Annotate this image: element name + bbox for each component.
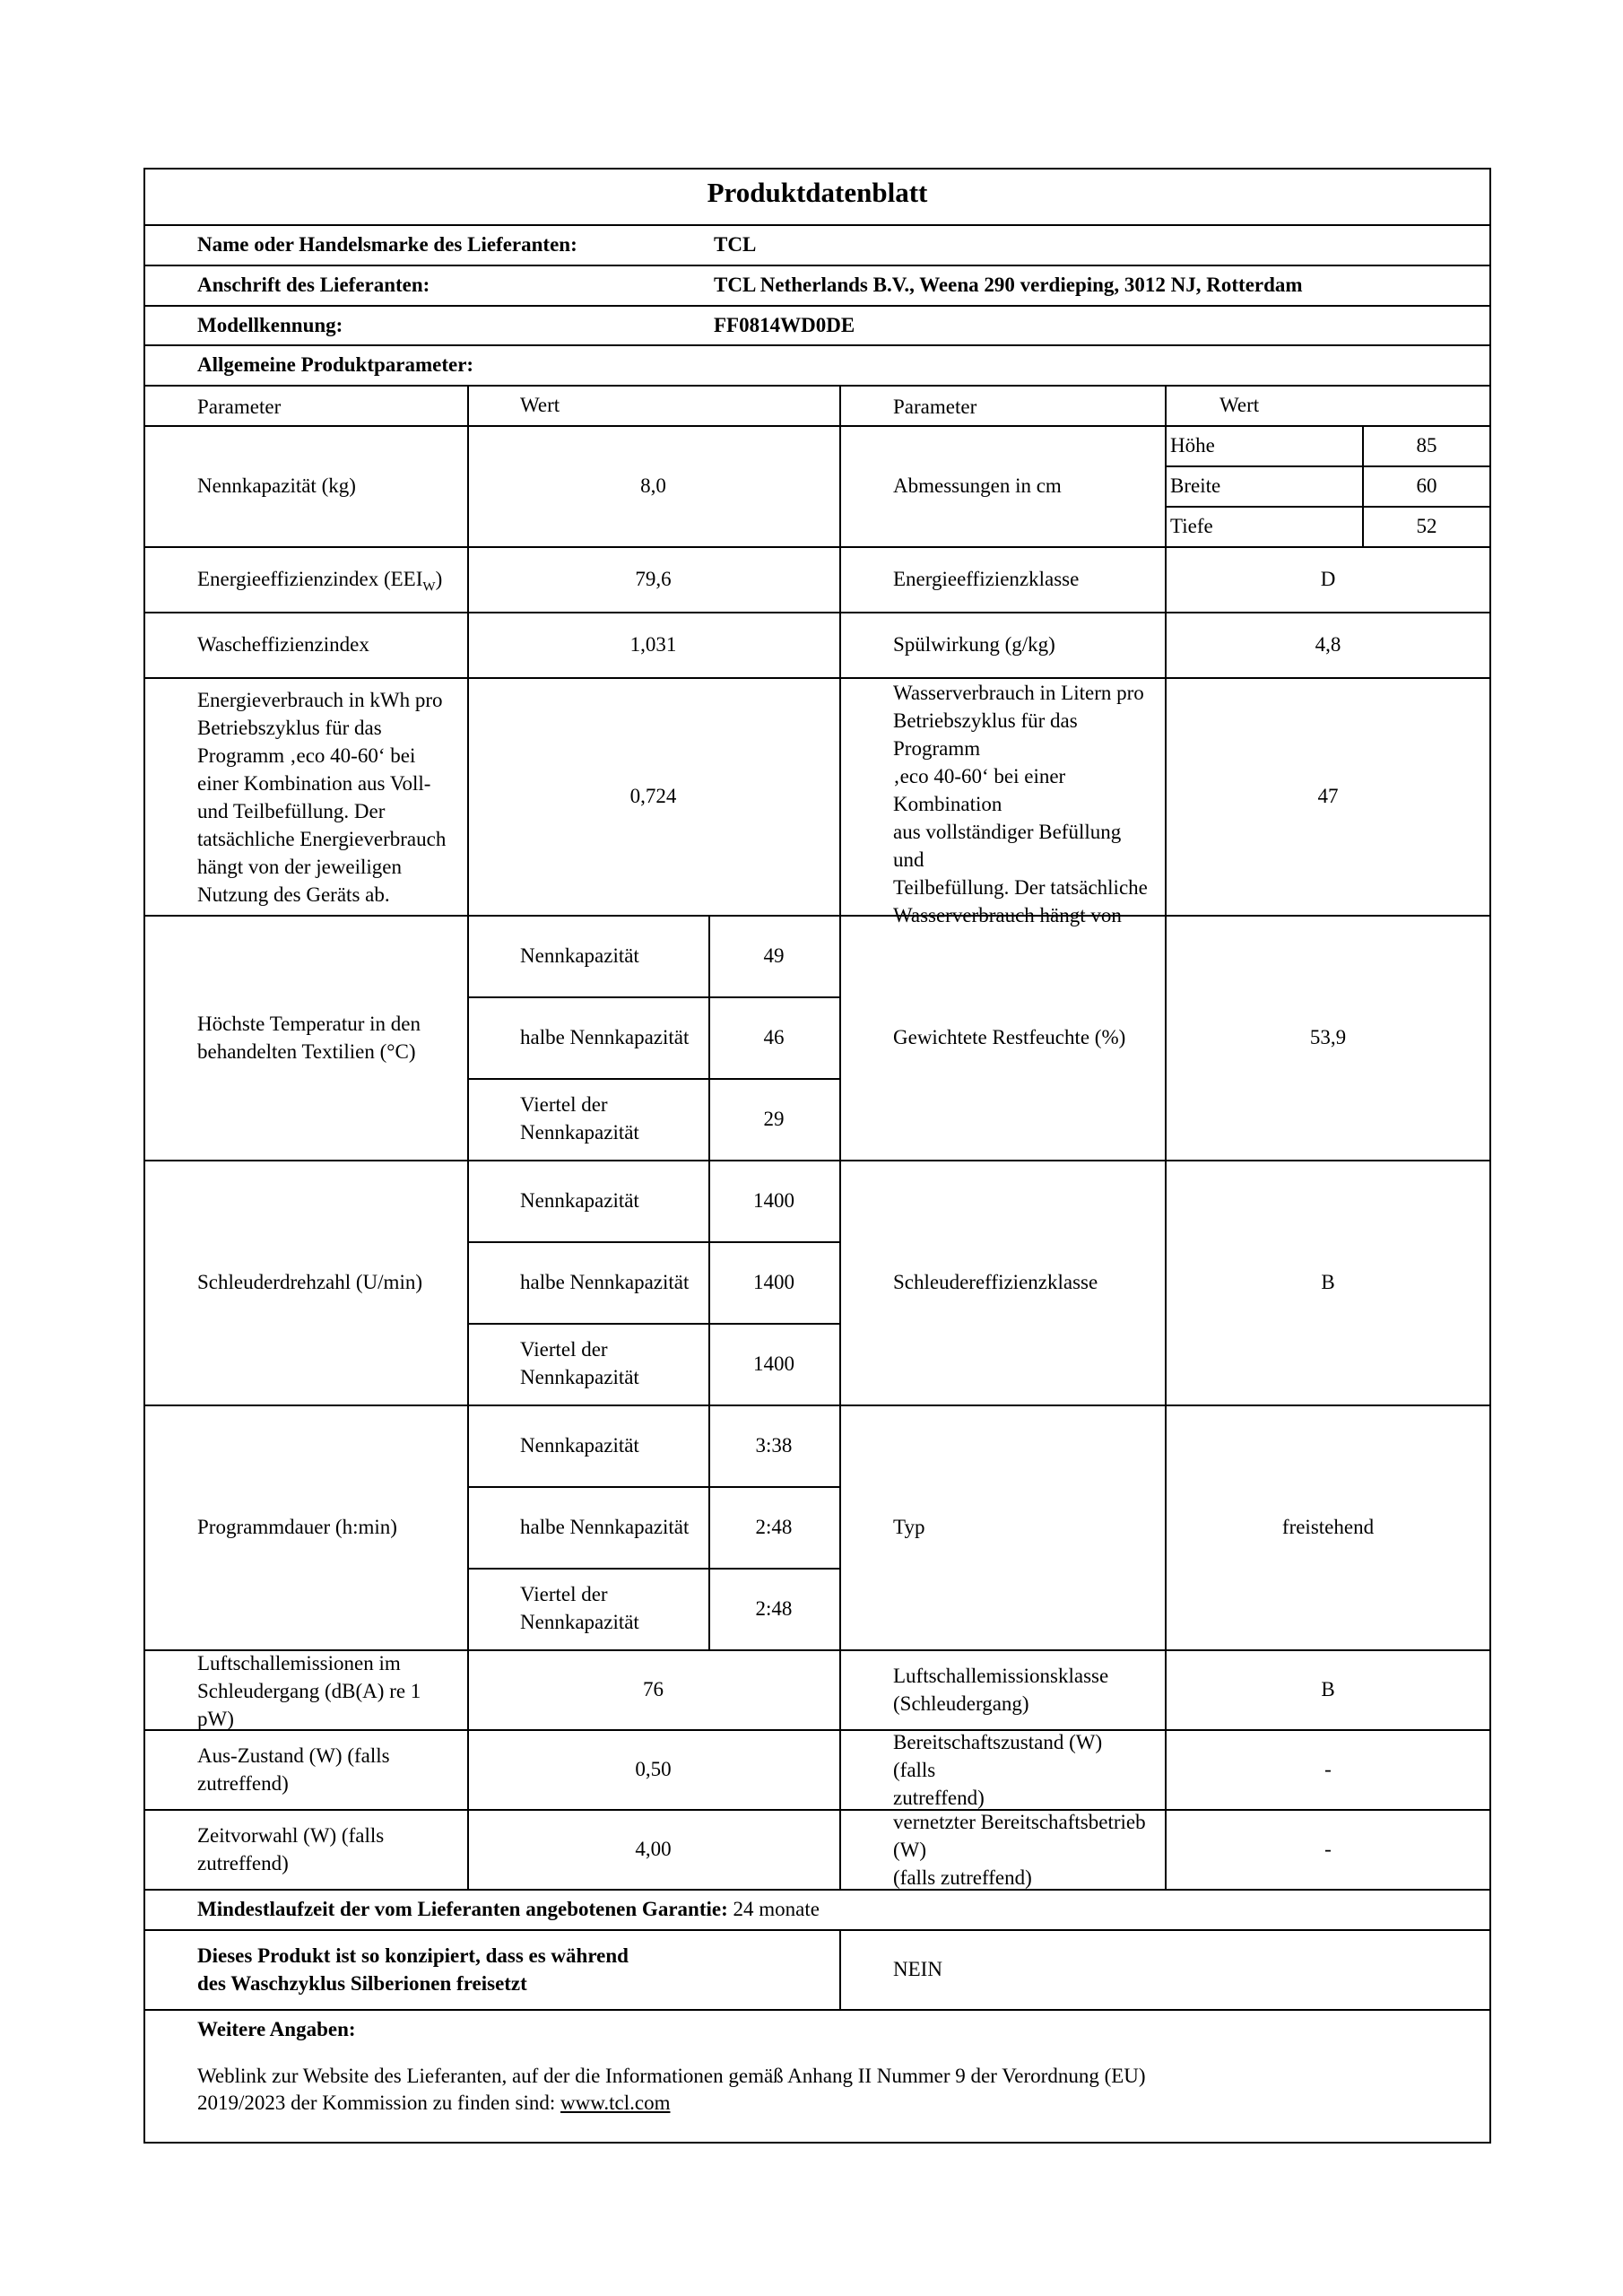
rinsing-value: 4,8 <box>1315 633 1341 656</box>
program-duration-sub-value: 2:48 <box>755 1516 793 1538</box>
spin-speed-sub-label: halbe Nennkapazität <box>520 1271 690 1293</box>
max-temp-sub-value: 49 <box>763 944 785 967</box>
noise-label: Luftschallemissionen im Schleudergang (dB(A) re 1 pW) <box>197 1652 421 1730</box>
residual-moisture-label: Gewichtete Restfeuchte (%) <box>893 1026 1126 1048</box>
networked-standby-value: - <box>1324 1838 1332 1860</box>
rule <box>467 1078 839 1080</box>
model-value: FF0814WD0DE <box>714 314 855 336</box>
height-label: Höhe <box>1170 434 1215 457</box>
standby-label: Bereitschaftszustand (W) (falls zutreffend) <box>893 1731 1103 1809</box>
rule <box>143 224 1491 226</box>
rule <box>143 385 1491 387</box>
supplier-address-label: Anschrift des Lieferanten: <box>197 274 430 296</box>
spin-speed-sub-label: Viertel der Nennkapazität <box>520 1338 639 1388</box>
max-temp-sub-label: Nennkapazität <box>520 944 639 967</box>
rule <box>143 1405 1491 1406</box>
max-temp-sub-value: 29 <box>763 1108 785 1130</box>
spin-speed-label: Schleuderdrehzahl (U/min) <box>197 1271 422 1293</box>
energy-class-label: Energieeffizienzklasse <box>893 568 1080 590</box>
supplier-website-link[interactable]: www.tcl.com <box>560 2092 671 2114</box>
energy-class-value: D <box>1320 568 1336 590</box>
width-label: Breite <box>1170 474 1221 497</box>
rule <box>143 425 1491 427</box>
supplier-name-label: Name oder Handelsmarke des Lieferanten: <box>197 233 577 256</box>
height-value: 85 <box>1416 434 1437 457</box>
supplier-address-value: TCL Netherlands B.V., Weena 290 verdieping, 3012 NJ, Rotterdam <box>714 274 1303 296</box>
spin-class-label: Schleudereffizienzklasse <box>893 1271 1098 1293</box>
noise-class-value: B <box>1321 1678 1335 1700</box>
washing-index-label: Wascheffizienzindex <box>197 633 369 656</box>
guarantee-value: 24 monate <box>733 1898 820 1920</box>
depth-value: 52 <box>1416 515 1437 537</box>
eei-label-sub: W <box>422 579 436 595</box>
further-info-text-line1: Weblink zur Website des Lieferanten, auf der die Informationen gemäß Anhang II Nummer 9 der Verordnung (EU) <box>197 2065 1146 2087</box>
program-duration-sub-label: Viertel der Nennkapazität <box>520 1583 639 1633</box>
rule <box>143 1889 1491 1891</box>
product-data-sheet <box>143 168 1491 2144</box>
rule <box>143 265 1491 266</box>
spin-speed-sub-value: 1400 <box>753 1189 794 1212</box>
rule <box>467 1486 839 1488</box>
guarantee-row <box>197 1895 820 1923</box>
max-temp-sub-label: halbe Nennkapazität <box>520 1026 690 1048</box>
max-temp-sub-label: Viertel der Nennkapazität <box>520 1093 639 1144</box>
energy-consumption-label: Energieverbrauch in kWh pro Betriebszyklus für das Programm ‚eco 40-60‘ bei einer Kombination aus Voll- und Teilbefüllung. Der tatsächliche Energieverbrauch hängt von der jeweiligen Nutzung des Geräts ab. <box>197 689 447 906</box>
dimensions-label: Abmessungen in cm <box>893 474 1062 497</box>
water-consumption-label: Wasserverbrauch in Litern pro Betriebszyklus für das Programm ‚eco 40-60‘ bei einer Kombination aus vollständiger Befüllung und Teilbefüllung. Der tatsächliche Wasserverbrauch hängt von <box>893 682 1148 926</box>
header-value-left: Wert <box>520 394 560 416</box>
general-params-label: Allgemeine Produktparameter: <box>197 353 474 376</box>
program-duration-sub-label: Nennkapazität <box>520 1434 639 1457</box>
rule <box>143 305 1491 307</box>
off-mode-label: Aus-Zustand (W) (falls zutreffend) <box>197 1744 390 1795</box>
rule <box>143 344 1491 346</box>
rule <box>143 2009 1491 2011</box>
washing-index-value: 1,031 <box>629 633 677 656</box>
eei-label-text: Energieeffizienzindex (EEI <box>197 568 423 590</box>
rule <box>143 677 1491 679</box>
width-value: 60 <box>1416 474 1437 497</box>
program-duration-label: Programmdauer (h:min) <box>197 1516 397 1538</box>
sheet-title: Produktdatenblatt <box>707 177 928 208</box>
type-value: freistehend <box>1281 1516 1375 1538</box>
guarantee-label: Mindestlaufzeit der vom Lieferanten angebotenen Garantie: <box>197 1898 728 1920</box>
rule <box>1165 385 1167 1889</box>
type-label: Typ <box>893 1516 925 1538</box>
residual-moisture-value: 53,9 <box>1309 1026 1347 1048</box>
header-parameter-left: Parameter <box>197 396 282 418</box>
rule <box>467 1323 839 1325</box>
spin-class-value: B <box>1321 1271 1335 1293</box>
header-parameter-right: Parameter <box>893 396 977 418</box>
header-value-right: Wert <box>1219 394 1260 416</box>
eei-label-end: ) <box>435 568 443 590</box>
spin-speed-sub-value: 1400 <box>753 1352 794 1375</box>
delay-start-label: Zeitvorwahl (W) (falls zutreffend) <box>197 1824 385 1874</box>
program-duration-sub-label: halbe Nennkapazität <box>520 1516 690 1538</box>
noise-class-label: Luftschallemissionsklasse (Schleudergang) <box>893 1665 1109 1715</box>
rule <box>143 1929 1491 1931</box>
rule <box>143 1809 1491 1811</box>
rule <box>143 612 1491 613</box>
rule <box>143 915 1491 917</box>
rule <box>1165 465 1491 467</box>
capacity-value: 8,0 <box>640 474 666 497</box>
silver-ions-value: NEIN <box>893 1958 942 1980</box>
silver-ions-label: Dieses Produkt ist so konzipiert, dass es während des Waschzyklus Silberionen freisetzt <box>197 1944 629 1995</box>
program-duration-sub-value: 3:38 <box>755 1434 793 1457</box>
noise-value: 76 <box>643 1678 664 1700</box>
eei-label <box>197 565 442 593</box>
off-mode-value: 0,50 <box>635 1758 672 1780</box>
supplier-name-value: TCL <box>714 233 757 256</box>
max-temp-label: Höchste Temperatur in den behandelten Textilien (°C) <box>197 1013 421 1063</box>
eei-value: 79,6 <box>635 568 672 590</box>
energy-consumption-value: 0,724 <box>629 785 677 807</box>
rule <box>467 1241 839 1243</box>
rule <box>1165 506 1491 508</box>
water-consumption-value: 47 <box>1317 785 1339 807</box>
rule <box>467 1568 839 1570</box>
rule <box>467 385 469 1889</box>
further-info-text-line2 <box>197 2089 670 2117</box>
capacity-label: Nennkapazität (kg) <box>197 474 356 497</box>
networked-standby-label: vernetzter Bereitschaftsbetrieb (W) (falls zutreffend) <box>893 1811 1146 1889</box>
spin-speed-sub-label: Nennkapazität <box>520 1189 639 1212</box>
rule <box>839 385 841 1889</box>
max-temp-sub-value: 46 <box>763 1026 785 1048</box>
rinsing-label: Spülwirkung (g/kg) <box>893 633 1055 656</box>
rule <box>467 996 839 998</box>
depth-label: Tiefe <box>1170 515 1213 537</box>
further-info-text: 2019/2023 der Kommission zu finden sind: <box>197 2092 556 2114</box>
standby-value: - <box>1324 1758 1332 1780</box>
delay-start-value: 4,00 <box>635 1838 672 1860</box>
further-info-label: Weitere Angaben: <box>197 2018 356 2040</box>
rule <box>839 1929 841 2009</box>
model-label: Modellkennung: <box>197 314 343 336</box>
rule <box>143 1160 1491 1161</box>
program-duration-sub-value: 2:48 <box>755 1597 793 1620</box>
spin-speed-sub-value: 1400 <box>753 1271 794 1293</box>
rule <box>143 546 1491 548</box>
